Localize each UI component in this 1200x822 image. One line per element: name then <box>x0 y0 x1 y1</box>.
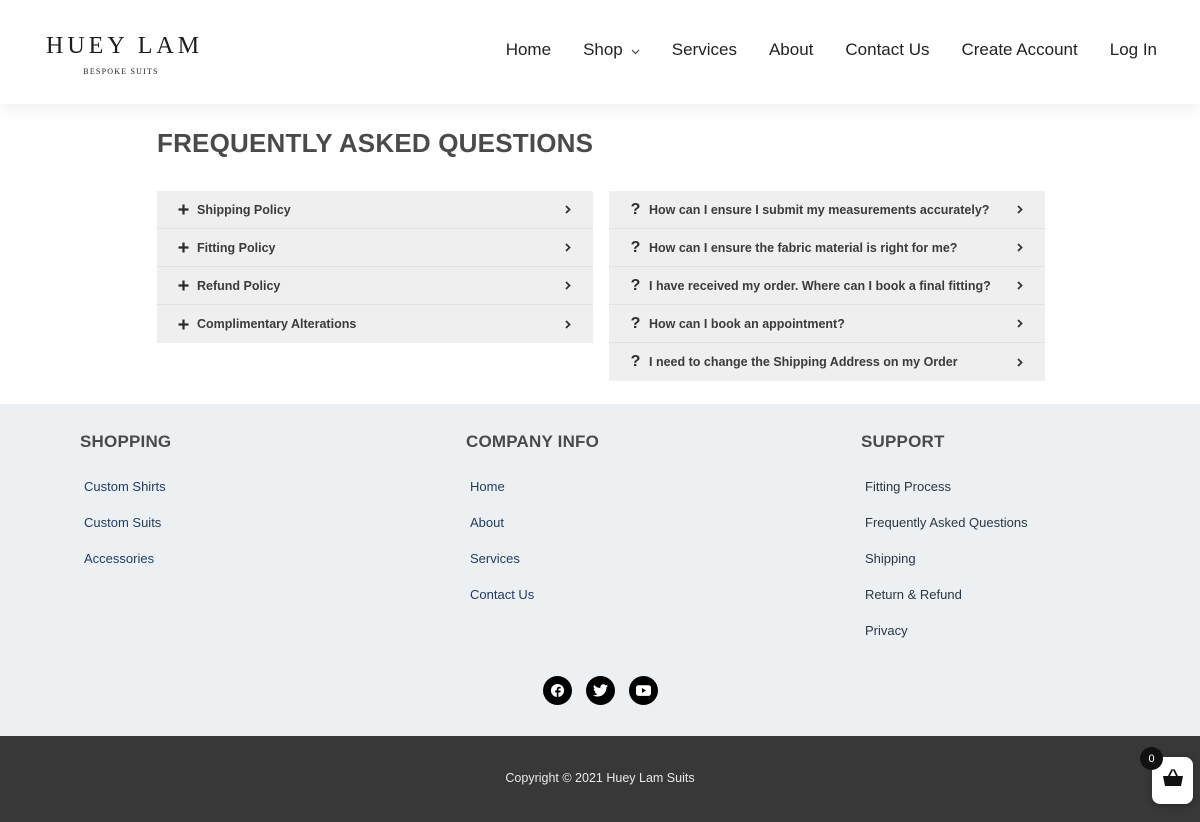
footer-link-faq[interactable]: Frequently Asked Questions <box>865 515 1028 530</box>
logo-tagline: BESPOKE SUITS <box>83 67 159 76</box>
footer-link-fitting-process[interactable]: Fitting Process <box>865 479 951 494</box>
site-footer <box>0 404 1200 736</box>
nav-create-account-label: Create Account <box>961 40 1078 59</box>
footer-link-services[interactable]: Services <box>470 551 520 566</box>
nav-log-in[interactable] <box>1110 40 1157 60</box>
footer-link-shipping[interactable]: Shipping <box>865 551 916 566</box>
faq-item-shipping-address[interactable] <box>609 343 1045 381</box>
plus-icon <box>177 319 190 330</box>
faq-item-complimentary-alterations[interactable] <box>157 305 593 343</box>
footer-link-about[interactable]: About <box>470 515 504 530</box>
footer-link-custom-shirts[interactable]: Custom Shirts <box>84 479 166 494</box>
faq-item-label: I need to change the Shipping Address on my Order <box>649 355 958 369</box>
nav-contact-us[interactable] <box>845 40 929 60</box>
faq-item-label: How can I ensure the fabric material is right for me? <box>649 240 958 255</box>
footer-link-accessories[interactable]: Accessories <box>84 551 155 566</box>
faq-item-fitting-policy[interactable] <box>157 229 593 267</box>
footer-link-privacy[interactable]: Privacy <box>865 623 908 638</box>
nav-home-label: Home <box>505 40 552 59</box>
question-icon: ? <box>630 353 641 370</box>
footer-link-return-refund[interactable]: Return & Refund <box>865 587 962 602</box>
chevron-down-icon <box>631 40 640 60</box>
footer-company-info <box>466 432 599 622</box>
page-title: FREQUENTLY ASKED QUESTIONS <box>157 128 594 158</box>
faq-item-measurements[interactable] <box>609 191 1045 229</box>
faq-item-label: Fitting Policy <box>197 240 276 255</box>
footer-link-custom-suits[interactable]: Custom Suits <box>84 515 162 530</box>
plus-icon <box>177 242 190 253</box>
nav-log-in-label: Log In <box>1109 40 1157 59</box>
copyright-text: Copyright © 2021 Huey Lam Suits <box>505 771 695 785</box>
question-icon: ? <box>630 276 641 294</box>
chevron-right-icon <box>565 243 573 252</box>
footer-link-home[interactable]: Home <box>470 479 505 494</box>
nav-shop[interactable] <box>583 40 640 60</box>
faq-item-book-appointment[interactable] <box>609 305 1045 343</box>
nav-shop-label: Shop <box>583 40 623 59</box>
cart-count-badge: 0 <box>1140 747 1163 770</box>
faq-item-label: Complimentary Alterations <box>197 317 357 331</box>
nav-create-account[interactable] <box>961 40 1077 60</box>
faq-policies-accordion <box>157 191 593 343</box>
basket-icon <box>1162 769 1184 792</box>
chevron-right-icon <box>1017 243 1025 252</box>
question-icon: ? <box>630 238 641 256</box>
footer-support-title: SUPPORT <box>861 432 945 451</box>
logo[interactable] <box>46 33 204 76</box>
faq-item-label: Refund Policy <box>197 278 281 293</box>
chevron-right-icon <box>1017 205 1025 214</box>
nav-home[interactable] <box>506 40 551 60</box>
youtube-icon[interactable] <box>629 676 658 705</box>
social-links <box>543 676 672 705</box>
faq-item-label: How can I ensure I submit my measurements accurately? <box>649 202 990 217</box>
question-icon: ? <box>630 314 641 332</box>
faq-item-fabric-material[interactable] <box>609 229 1045 267</box>
faq-item-label: How can I book an appointment? <box>649 316 845 331</box>
nav-about[interactable] <box>769 40 813 60</box>
chevron-right-icon <box>565 320 573 329</box>
chevron-right-icon <box>1017 358 1025 367</box>
nav-services-label: Services <box>671 40 737 59</box>
main-nav <box>474 40 1157 60</box>
footer-bottom-bar <box>0 736 1200 822</box>
chevron-right-icon <box>1017 319 1025 328</box>
faq-item-label: I have received my order. Where can I book a final fitting? <box>649 278 991 293</box>
faq-questions-accordion <box>609 191 1045 381</box>
faq-item-shipping-policy[interactable] <box>157 191 593 229</box>
plus-icon <box>177 204 190 215</box>
faq-item-final-fitting[interactable] <box>609 267 1045 305</box>
nav-contact-label: Contact Us <box>845 40 930 59</box>
nav-services[interactable] <box>672 40 737 60</box>
faq-item-refund-policy[interactable] <box>157 267 593 305</box>
footer-shopping-title: SHOPPING <box>80 432 172 451</box>
twitter-icon[interactable] <box>586 676 615 705</box>
faq-item-label: Shipping Policy <box>197 202 291 217</box>
logo-title: HUEY LAM <box>46 33 204 59</box>
footer-shopping <box>80 432 171 586</box>
chevron-right-icon <box>565 205 573 214</box>
footer-support <box>861 432 1028 658</box>
chevron-right-icon <box>565 281 573 290</box>
footer-company-title: COMPANY INFO <box>466 432 600 451</box>
footer-link-contact-us[interactable]: Contact Us <box>470 587 535 602</box>
nav-about-label: About <box>768 40 814 59</box>
plus-icon <box>177 280 190 291</box>
question-icon: ? <box>630 200 641 218</box>
chevron-right-icon <box>1017 281 1025 290</box>
facebook-icon[interactable] <box>543 676 572 705</box>
site-header <box>0 0 1200 104</box>
